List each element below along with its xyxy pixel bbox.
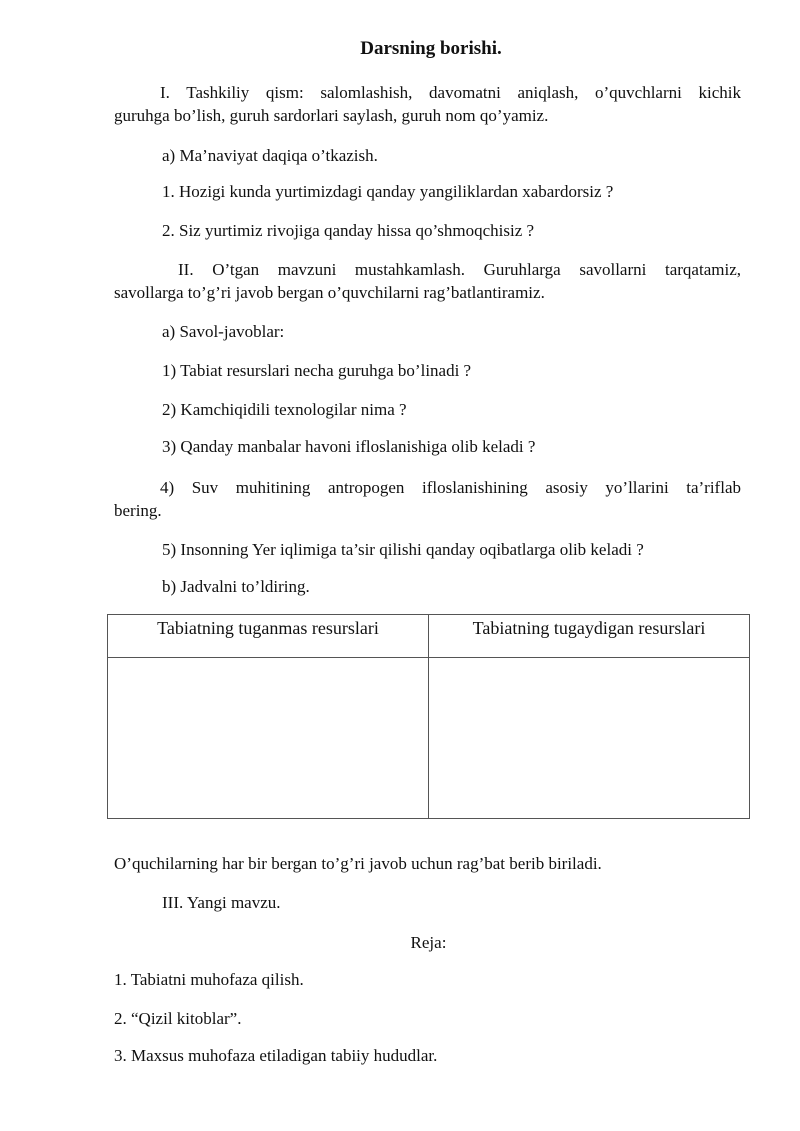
plan-item: 1. Tabiatni muhofaza qilish. xyxy=(114,970,304,989)
section-1-paragraph xyxy=(114,81,741,127)
section-3-heading: III. Yangi mavzu. xyxy=(162,893,281,912)
table-header-row xyxy=(108,615,750,658)
plan-title: Reja: xyxy=(410,933,447,952)
section-1-line-1: I. Tashkiliy qism: salomlashish, davomatni aniqlash, o’quvchlarni kichik xyxy=(160,83,741,102)
question-2: 2. Siz yurtimiz rivojiga qanday hissa qo’shmoqchisiz ? xyxy=(162,221,535,240)
plan-item: 2. “Qizil kitoblar”. xyxy=(114,1009,242,1028)
item-a-spiritual: a) Ma’naviyat daqiqa o’tkazish. xyxy=(162,146,378,165)
table-cell-exhaustible[interactable] xyxy=(429,658,750,819)
section-2-paragraph xyxy=(114,258,741,304)
table-row xyxy=(108,658,750,819)
reward-text: O’quchilarning har bir bergan to’g’ri javob uchun rag’bat berib biriladi. xyxy=(114,854,602,873)
qa-question-5: 5) Insonning Yer iqlimiga ta’sir qilishi qanday oqibatlarga olib keladi ? xyxy=(162,540,644,559)
qa-question-1: 1) Tabiat resurslari necha guruhga bo’linadi ? xyxy=(162,361,472,380)
item-a-qa: a) Savol-javoblar: xyxy=(162,322,285,341)
qa-question-4 xyxy=(114,476,741,522)
table-header-exhaustible: Tabiatning tugaydigan resurslari xyxy=(429,615,750,658)
plan-item: 3. Maxsus muhofaza etiladigan tabiiy hududlar. xyxy=(114,1046,438,1065)
resources-table xyxy=(107,614,750,819)
table-cell-inexhaustible[interactable] xyxy=(108,658,429,819)
question-1: 1. Hozigi kunda yurtimizdagi qanday yangiliklardan xabardorsiz ? xyxy=(162,182,614,201)
section-2-line-2: savollarga to’g’ri javob bergan o’quvchilarni rag’batlantiramiz. xyxy=(114,283,545,302)
qa-question-3: 3) Qanday manbalar havoni ifloslanishiga olib keladi ? xyxy=(162,437,536,456)
qa-question-4-line-2: bering. xyxy=(114,501,162,520)
section-1-line-2: guruhga bo’lish, guruh sardorlari saylash, guruh nom qo’yamiz. xyxy=(114,106,549,125)
page-title: Darsning borishi. xyxy=(360,38,502,59)
qa-question-4-line-1: 4) Suv muhitining antropogen ifloslanishining asosiy yo’llarini ta’riflab xyxy=(160,478,741,497)
section-2-line-1: II. O’tgan mavzuni mustahkamlash. Guruhlarga savollarni tarqatamiz, xyxy=(178,260,741,279)
table-header-inexhaustible: Tabiatning tuganmas resurslari xyxy=(108,615,429,658)
qa-question-2: 2) Kamchiqidili texnologilar nima ? xyxy=(162,400,407,419)
item-b-table-instruction: b) Jadvalni to’ldiring. xyxy=(162,577,310,596)
